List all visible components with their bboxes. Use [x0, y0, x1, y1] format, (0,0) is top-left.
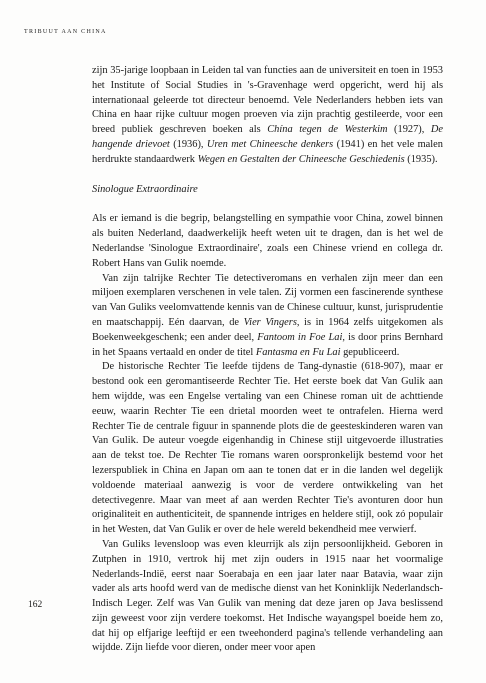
paragraph: Van Guliks levensloop was even kleurrijk als zijn persoonlijkheid. Geboren in Zutphen in 1910, vertrok hij met zijn ouders in 1915 naar het voormalige Nederlands-Indië, eerst naar Soerabaja en een jaar later naar Batavia, waar zijn vader als arts hoofd werd van de medische dienst van het Koninklijk Nederlandsch-Indisch Leger. Zelf was Van Gulik van mening dat deze jaren op Java beslissend zijn geweest voor zijn verdere toekomst. Het Indische wayangspel boeide hem zo, dat hij op elfjarige leeftijd er een tweehonderd pagina's tellende verhandeling aan wijdde. Zijn liefde voor dieren, onder meer voor apen — [92, 538, 443, 654]
paragraph: Als er iemand is die begrip, belangstelling en sympathie voor China, zowel binnen als buiten Nederland, daadwerkelijk heeft weten uit te dragen, dan is het wel de Nederlandse 'Sinologue Extraordinaire', zoals een Chinese vriend en collega dr. Robert Hans van Gulik noemde. — [92, 213, 443, 269]
text-run: (1935). — [404, 153, 438, 165]
section-heading: Sinologue Extraordinaire — [92, 183, 198, 195]
text-run: (1936), — [169, 138, 207, 150]
book-title: Fantoom in Foe Lai — [257, 331, 343, 343]
text-run: (1927), — [387, 124, 431, 136]
book-title: Uren met Chineesche denkers — [206, 138, 334, 150]
paragraph-continuation — [92, 64, 443, 168]
text-run: gepubliceerd. — [340, 346, 400, 358]
text-run: (1941) en het vele malen herdrukte standaardwerk — [92, 138, 443, 165]
text-run: zijn 35-jarige loopbaan in Leiden tal van functies aan de universiteit en toen in 1953 het Institute of Social Studies in 's-Gravenhage werd opgericht, werd hij als internationaal geleerde tot directeur benoemd. Vele Nederlanders hebben iets van China en haar rijke cultuur mogen proeven via zijn prachtig gestileerde, voor een breed publiek geschreven boeken als — [92, 65, 443, 136]
book-title: Wegen en Gestalten der Chineesche Geschiedenis — [197, 153, 405, 165]
body-text — [92, 64, 443, 656]
book-title: Chína tegen de Westerkim — [267, 124, 388, 136]
book-title: De hangende drievoet — [92, 124, 444, 150]
book-title: Vier Vingers — [243, 316, 297, 328]
text-run: , is door prins Bernhard in het Spaans vertaald en onder de titel — [92, 331, 443, 358]
page-number: 162 — [28, 600, 43, 610]
paragraph — [92, 272, 443, 361]
text-run: Van zijn talrijke Rechter Tie detectiveromans en verhalen zijn meer dan een miljoen exemplaren verschenen in vele talen. Zij vormen een fascinerende synthese van Van Guliks veelomvattende kennis van de Chinese cultuur, kunst, jurisprudentie en maatschappij. Eén daarvan, de — [92, 272, 443, 328]
paragraph: De historische Rechter Tie leefde tijdens de Tang-dynastie (618-907), maar er bestond ook een geromantiseerde Rechter Tie. Het eerste boek dat Van Gulik aan hem wijdde, was een Engelse vertaling van een Chinese roman uit de achttiende eeuw, waarin Rechter Tie een drietal moorden weet te ontrafelen. Hierna werd Rechter Tie de centrale figuur in spannende plots die de geesteskinderen waren van Van Gulik. De auteur voegde eigenhandig in Chinese stijl uitgevoerde illustraties aan de tekst toe. De Rechter Tie romans waren oorspronkelijk bestemd voor het lezerspubliek in China en Japan om aan te tonen dat er in die landen wel degelijk voldoende materiaal aanwezig is voor de verdere ontwikkeling van het detectivegenre. Maar van meet af aan werden Rechter Tie's avonturen door hun originaliteit en authenticiteit, de spannende intriges en heldere stijl, ook zó populair in het Westen, dat Van Gulik er over de hele wereld bekendheid mee verwierf. — [92, 361, 443, 536]
book-title: Fantasma en Fu Lai — [255, 346, 341, 358]
running-head: TRIBUUT AAN CHINA — [24, 29, 107, 35]
text-run: , is in 1964 zelfs uitgekomen als Boekenweekgeschenk; een ander deel, — [92, 316, 443, 343]
